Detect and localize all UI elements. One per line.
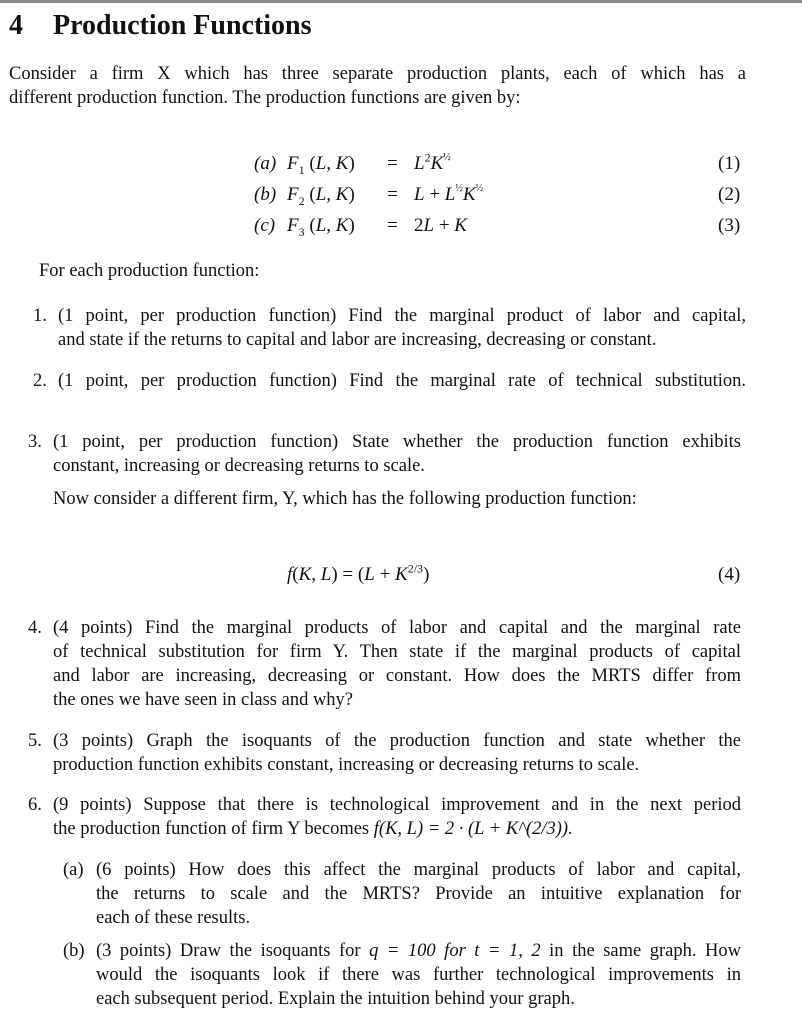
eq-c-label: (c): [254, 215, 276, 236]
item-6b-number: (b): [63, 941, 85, 961]
intro-line-1: Consider a firm X which has three separate production plants, each of which has a: [9, 64, 746, 84]
for-each-text: For each production function:: [39, 261, 260, 281]
item-6a-number: (a): [63, 860, 84, 880]
eq-b-lhs: $F_2$ (L, K): [287, 184, 355, 208]
item-3-number: 3.: [28, 432, 42, 452]
item-6a-text: (6 points) How does this affect the marginal products of labor and capital, the returns to scale and the MRTS? Provide an intuitive explanation for each of these results.: [96, 860, 741, 928]
item-5-text: (3 points) Graph the isoquants of the production function and state whether the production function exhibits constant, increasing or decreasing returns to scale.: [53, 731, 741, 775]
item-6-number: 6.: [28, 795, 42, 815]
eq-c-lhs: $F_3$ (L, K): [287, 215, 355, 239]
eq-a-equals: =: [387, 153, 398, 174]
section-number: 4: [9, 10, 23, 41]
item-4-text: (4 points) Find the marginal products of labor and capital and the marginal rate of technical substitution for firm Y. Then state if the marginal products of capital and labor are increasing, decreasing or constant. How does the MRTS differ from the ones we have seen in class and why?: [53, 618, 741, 710]
eq-b-rhs: L + L½K½: [414, 183, 484, 205]
intro-paragraph: [9, 62, 746, 110]
item-6-text: (9 points) Suppose that there is technological improvement and in the next period the production function of firm Y becomes f(K, L) = 2 · (L + K^(2/3)).: [53, 795, 741, 839]
intro-line-2: different production function. The production functions are given by:: [9, 88, 521, 108]
item-2-number: 2.: [33, 371, 47, 391]
item-6b-math: q = 100 for t = 1, 2: [369, 941, 541, 961]
item-6-math: f(K, L) = 2 · (L + K^(2/3)).: [373, 819, 573, 839]
item-3-text: (1 point, per production function) State whether the production function exhibits constant, increasing or decreasing returns to scale.: [53, 432, 741, 476]
item-1-text: (1 point, per production function) Find the marginal product of labor and capital, and state if the returns to capital and labor are increasing, decreasing or constant.: [58, 306, 746, 350]
section-heading: [9, 10, 312, 42]
eq-b-equals: =: [387, 184, 398, 205]
eq-3-number: (3): [718, 215, 741, 236]
eq-4: f(K, $L) = (L + K^{2/3})$: [287, 561, 430, 585]
eq-1-number: (1): [718, 153, 741, 174]
eq-a-label: (a): [254, 153, 277, 174]
item-4-number: 4.: [28, 618, 42, 638]
eq-2-number: (2): [718, 184, 741, 205]
eq-c-rhs: 2L + K: [414, 215, 467, 236]
eq-a-lhs: $F_1$ (L, K): [287, 153, 355, 177]
eq-c-equals: =: [387, 215, 398, 236]
eq-b-label: (b): [254, 184, 277, 205]
eq-a-rhs: $L^2K\frac{1}{2}$: [414, 150, 451, 174]
section-title: Production Functions: [53, 10, 312, 41]
item-2-text: (1 point, per production function) Find the marginal rate of technical substitution.: [58, 371, 746, 391]
item-5-number: 5.: [28, 731, 42, 751]
item-1-number: 1.: [33, 306, 47, 326]
eq-4-number: (4): [718, 564, 741, 585]
now-consider-text: Now consider a different firm, Y, which has the following production function:: [53, 489, 637, 509]
item-6b-text: (3 points) Draw the isoquants for q = 100 for t = 1, 2 in the same graph. How would the isoquants look if there was further technological improvements in each subsequent period. Explain the intuition behind your graph.: [96, 941, 741, 1009]
top-rule: [0, 0, 802, 3]
